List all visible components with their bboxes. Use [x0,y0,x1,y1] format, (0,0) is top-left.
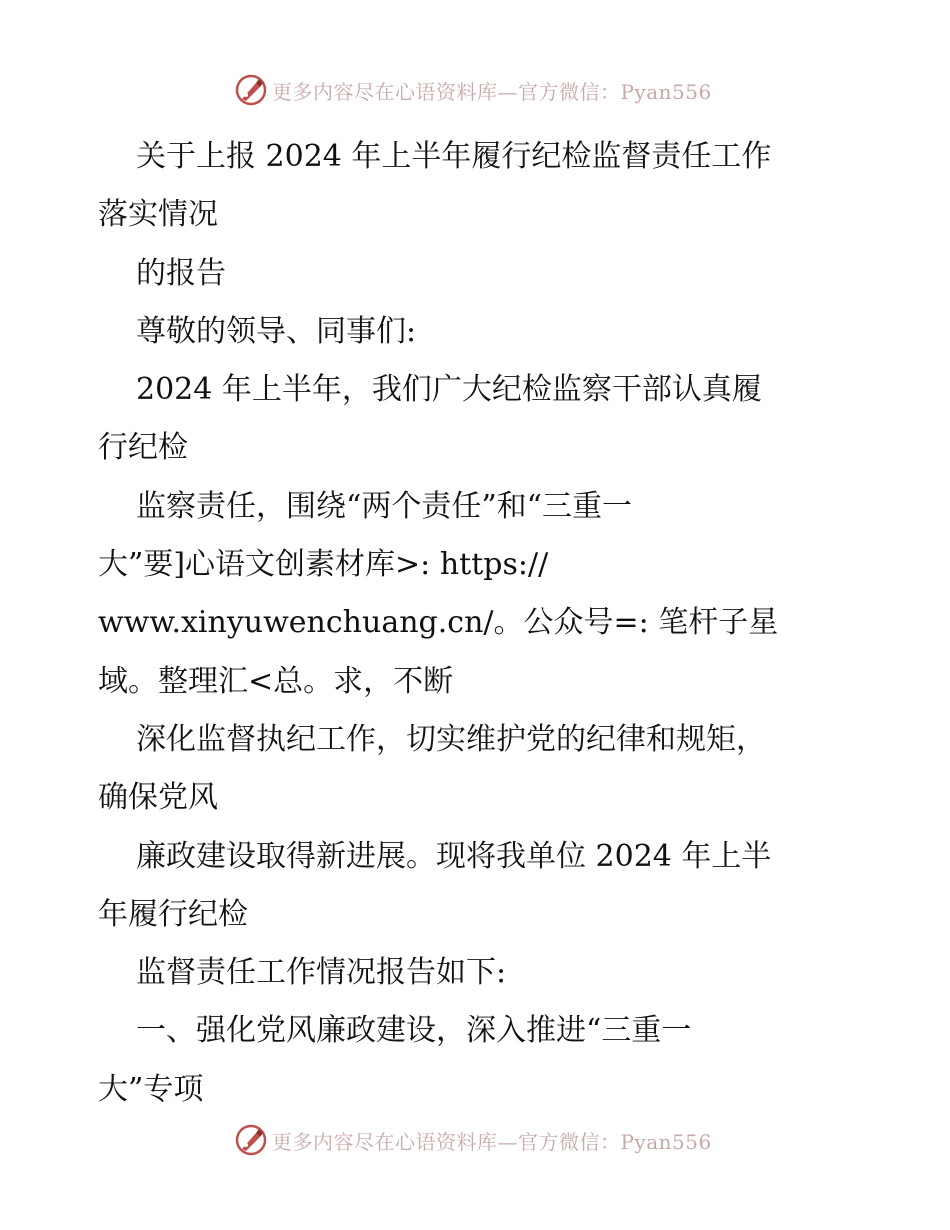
paragraph-line: 2024 年上半年，我们广大纪检监察干部认真履 [136,372,762,408]
paragraph-line: 域。整理汇<总。求，不断 [98,663,454,699]
paragraph-line: 行纪检 [98,430,188,466]
header-watermark [234,73,714,107]
pen-logo-icon [234,73,268,107]
title-line-3: 的报告 [136,255,226,291]
paragraph-line: 深化监督执纪工作，切实维护党的纪律和规矩， [136,721,766,757]
pen-logo-icon [234,1123,268,1157]
paragraph-line: 监察责任，围绕“两个责任”和“三重一 [136,488,633,524]
salutation: 尊敬的领导、同事们: [136,313,417,349]
paragraph-line: 大”要]心语文创素材库>: https:// [98,547,549,583]
document-body [98,128,858,1119]
paragraph-line: 确保党风 [98,780,218,816]
section-heading: 一、强化党风廉政建设，深入推进“三重一 [136,1013,692,1049]
paragraph-line: 年履行纪检 [98,896,248,932]
paragraph-line: 监督责任工作情况报告如下: [136,955,507,991]
title-line-1: 关于上报 2024 年上半年履行纪检监督责任工作 [136,139,772,174]
section-heading-cont: 大”专项 [98,1071,204,1107]
paragraph-line: 廉政建设取得新进展。现将我单位 2024 年上半 [136,838,772,874]
footer-watermark-text: 更多内容尽在心语资料库—官方微信：Pyan556 [272,1129,712,1154]
title-line-2: 落实情况 [98,197,218,233]
header-watermark-text: 更多内容尽在心语资料库—官方微信：Pyan556 [272,79,712,104]
paragraph-line: www.xinyuwenchuang.cn/。公众号=: 笔杆子星 [98,605,779,641]
footer-watermark [234,1123,714,1157]
